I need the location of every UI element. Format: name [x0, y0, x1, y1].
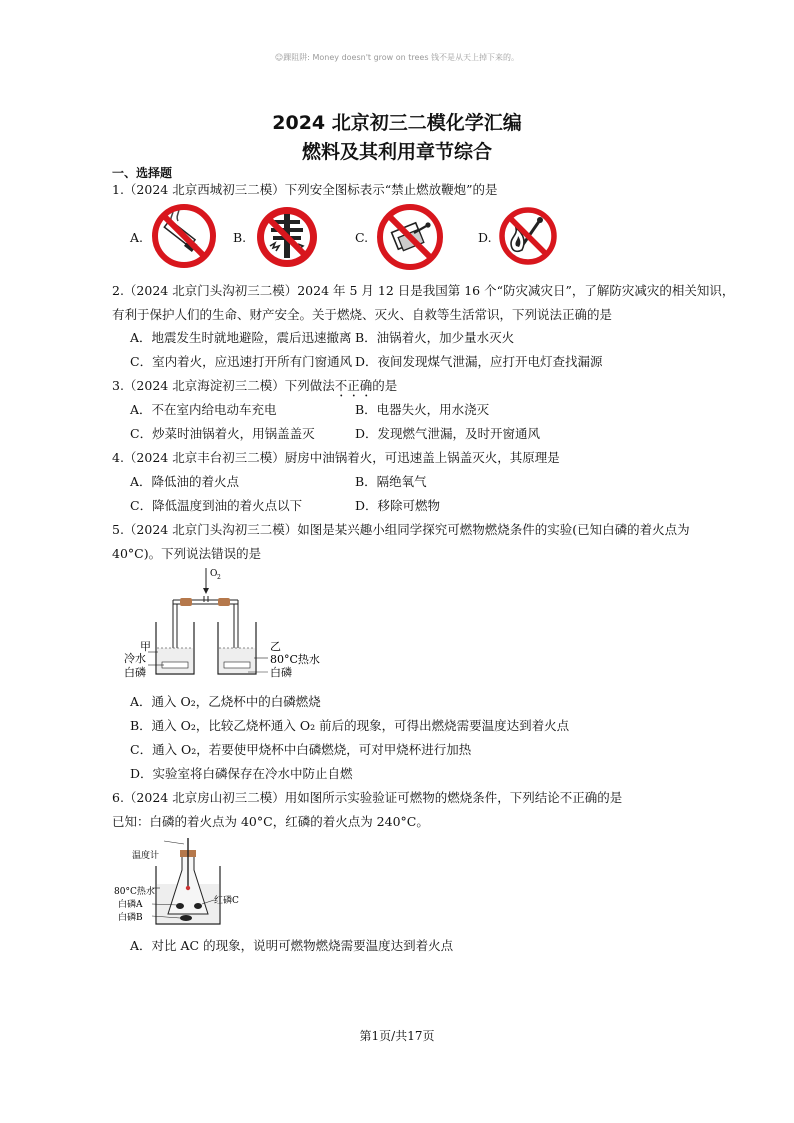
q5-label-cold-water: 冷水: [124, 652, 146, 665]
q5-o2-label: O: [210, 569, 218, 579]
q6-label-red-c: 红磷C: [214, 896, 239, 906]
q5-stem-line1: 5.（2024 北京门头沟初三二模）如图是某兴趣小组同学探究可燃物燃烧条件的实验(已知白磷的着火点为: [112, 522, 690, 537]
q6-label-thermometer: 温度计: [132, 851, 160, 861]
q2-stem-line1: 2.（2024 北京门头沟初三二模）2024 年 5 月 12 日是我国第 16 个“防灾减灾日”，了解防灾减灾的相关知识，: [112, 283, 735, 298]
q4-option-a: A．降低油的着火点: [130, 474, 240, 489]
q6-label-white-a: 白磷A: [118, 900, 143, 910]
q1-option-d-label: D.: [478, 230, 492, 245]
q3-option-d: D．发现燃气泄漏，及时开窗通风: [355, 426, 541, 441]
q3-stem-pre: 3.（2024 北京海淀初三二模）下列做法: [112, 378, 335, 393]
q2-option-c: C．室内着火，应迅速打开所有门窗通风: [130, 354, 353, 369]
q5-label-left-white-p: 白磷: [124, 666, 146, 679]
no-matches-icon: [376, 203, 444, 271]
no-firecrackers-icon: [254, 204, 320, 270]
q6-label-hot-water: 80°C热水: [114, 887, 155, 897]
q3-stem-emphasis: 不正确: [334, 378, 373, 393]
q1-option-c-label: C.: [355, 230, 369, 245]
q6-apparatus-diagram: [112, 838, 262, 928]
q5-option-c: C．通入 O₂，若要使甲烧杯中白磷燃烧，可对甲烧杯进行加热: [130, 742, 472, 757]
q1-option-a-label: A.: [130, 230, 144, 245]
q3-stem-post: 的是: [372, 378, 398, 393]
page-number: 第1页/共17页: [359, 1029, 435, 1043]
q3-option-c: C．炒菜时油锅着火，用锅盖盖灭: [130, 426, 315, 441]
watermark-text: ☺踝阻阱: Money doesn't grow on trees 钱不是从天上掉下来的。: [274, 53, 520, 62]
q2-option-d: D．夜间发现煤气泄漏，应打开电灯查找漏源: [355, 354, 603, 369]
q4-option-c: C．降低温度到油的着火点以下: [130, 498, 303, 513]
q6-stem-line1: 6.（2024 北京房山初三二模）用如图所示实验验证可燃物的燃烧条件，下列结论不正确的是: [112, 790, 623, 805]
q5-label-hot-water: 80°C热水: [270, 653, 320, 666]
section-title: 一、选择题: [112, 166, 173, 180]
q5-label-yi: 乙: [270, 640, 281, 653]
no-open-flame-icon: [498, 206, 558, 266]
q4-stem: 4.（2024 北京丰台初三二模）厨房中油锅着火，可迅速盖上锅盖灭火，其原理是: [112, 450, 560, 465]
doc-title: 2024 北京初三二模化学汇编: [272, 112, 522, 134]
q5-o2-subscript: 2: [217, 574, 221, 581]
q5-option-d: D．实验室将白磷保存在冷水中防止自燃: [130, 766, 353, 781]
q1-stem: 1.（2024 北京西城初三二模）下列安全图标表示“禁止燃放鞭炮”的是: [112, 182, 498, 197]
q5-option-b: B．通入 O₂，比较乙烧杯通入 O₂ 前后的现象，可得出燃烧需要温度达到着火点: [130, 718, 570, 733]
q2-stem-line2: 有利于保护人们的生命、财产安全。关于燃烧、灭火、自救等生活常识，下列说法正确的是: [112, 307, 613, 322]
q2-option-a: A．地震发生时就地避险，震后迅速撤离: [130, 330, 352, 345]
q6-stem-line2: 已知：白磷的着火点为 40°C，红磷的着火点为 240°C。: [112, 814, 429, 829]
q5-apparatus-diagram: [118, 564, 328, 684]
q6-label-white-b: 白磷B: [118, 913, 143, 923]
q5-label-jia: 甲: [140, 640, 151, 653]
q4-option-d: D．移除可燃物: [355, 498, 441, 513]
q3-option-a: A．不在室内给电动车充电: [130, 402, 277, 417]
q3-option-b: B．电器失火，用水浇灭: [355, 402, 490, 417]
q5-label-right-white-p: 白磷: [270, 666, 292, 679]
q1-option-b-label: B.: [233, 230, 247, 245]
q5-option-a: A．通入 O₂，乙烧杯中的白磷燃烧: [130, 694, 321, 709]
q2-option-b: B．油锅着火，加少量水灭火: [355, 330, 515, 345]
q4-option-b: B．隔绝氧气: [355, 474, 427, 489]
doc-subtitle: 燃料及其利用章节综合: [301, 141, 492, 163]
q6-option-a: A．对比 AC 的现象，说明可燃物燃烧需要温度达到着火点: [130, 938, 454, 953]
q5-stem-line2: 40°C)。下列说法错误的是: [112, 546, 262, 561]
no-smoking-icon: [150, 203, 218, 269]
q3-stem: [112, 376, 397, 400]
